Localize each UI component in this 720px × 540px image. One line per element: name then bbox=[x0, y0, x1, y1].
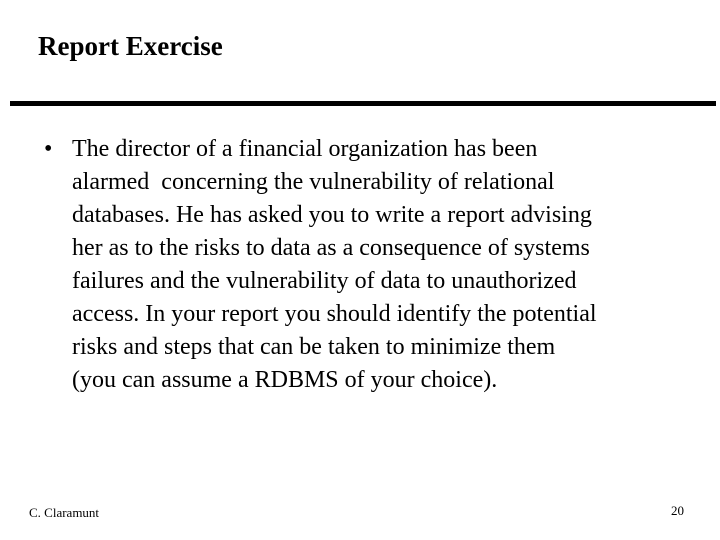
bullet-line: The director of a financial organization has been bbox=[72, 136, 538, 162]
bullet-line: access. In your report you should identify the potential bbox=[72, 301, 597, 327]
bullet-line: her as to the risks to data as a consequence of systems bbox=[72, 235, 590, 261]
title-divider bbox=[10, 101, 716, 106]
footer-author: C. Claramunt bbox=[29, 505, 100, 520]
bullet-line: failures and the vulnerability of data to unauthorized bbox=[72, 268, 577, 294]
bullet-marker: • bbox=[44, 136, 53, 162]
bullet-line: risks and steps that can be taken to minimize them bbox=[72, 334, 556, 360]
bullet-line: alarmed concerning the vulnerability of relational bbox=[72, 169, 555, 195]
bullet-line: databases. He has asked you to write a report advising bbox=[72, 202, 592, 228]
bullet-line: (you can assume a RDBMS of your choice). bbox=[72, 367, 498, 393]
bullet-item bbox=[44, 133, 704, 397]
page-number: 20 bbox=[671, 503, 684, 518]
bullet-text bbox=[72, 133, 692, 397]
slide-title: Report Exercise bbox=[38, 31, 223, 61]
